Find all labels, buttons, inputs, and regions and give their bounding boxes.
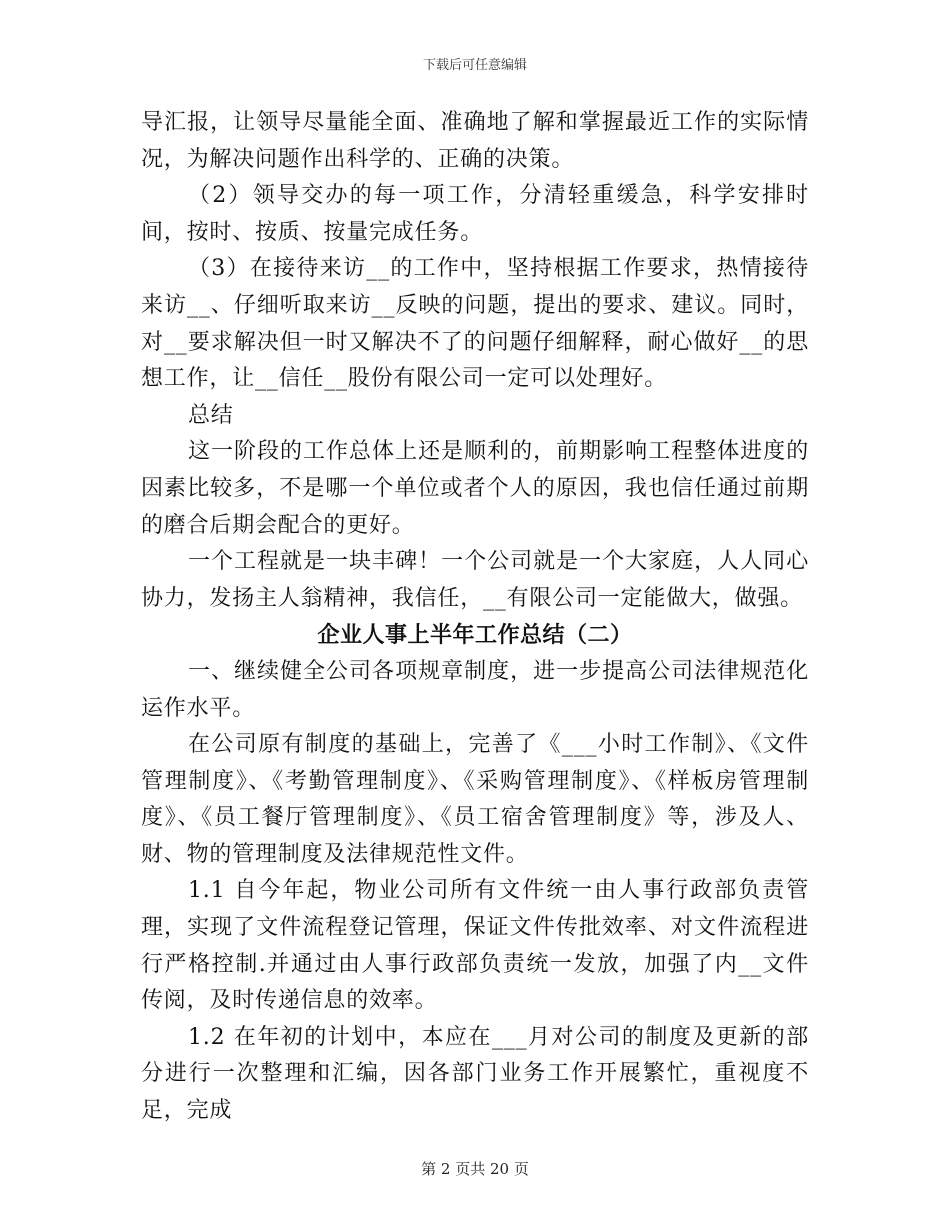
- section-label: 总结: [188, 402, 234, 428]
- paragraph: 1.1 自今年起，物业公司所有文件统一由人事行政部负责管理，实现了文件流程登记管理，保证文件传批效率、对文件流程进行严格控制.并通过由人事行政部负责统一发放，加强了内__文件传阅，及时传递信息的效率。: [141, 878, 809, 1014]
- document-body: [141, 105, 809, 1130]
- paragraph: 一、继续健全公司各项规章制度，进一步提高公司法律规范化运作水平。: [141, 658, 809, 721]
- page-footer: 第 2 页共 20 页: [421, 1160, 529, 1178]
- paragraph: 这一阶段的工作总体上还是顺利的，前期影响工程整体进度的因素比较多，不是哪一个单位或者个人的原因，我也信任通过前期的磨合后期会配合的更好。: [141, 439, 809, 538]
- paragraph: 在公司原有制度的基础上，完善了《___小时工作制》、《文件管理制度》、《考勤管理制度》、《采购管理制度》、《样板房管理制度》、《员工餐厅管理制度》、《员工宿舍管理制度》等，涉及人、财、物的管理制度及法律规范性文件。: [141, 732, 809, 867]
- paragraph: 导汇报，让领导尽量能全面、准确地了解和掌握最近工作的实际情况，为解决问题作出科学的、正确的决策。: [141, 110, 809, 172]
- paragraph: 一个工程就是一块丰碑！一个公司就是一个大家庭，人人同心协力，发扬主人翁精神，我信任，__有限公司一定能做大，做强。: [141, 549, 809, 611]
- paragraph: （3）在接待来访__的工作中，坚持根据工作要求，热情接待来访__、仔细听取来访__反映的问题，提出的要求、建议。同时，对__要求解决但一时又解决不了的问题仔细解释，耐心做好__的思想工作，让__信任__股份有限公司一定可以处理好。: [141, 256, 809, 392]
- section-heading: 企业人事上半年工作总结（二）: [317, 622, 633, 649]
- paragraph: （2）领导交办的每一项工作，分清轻重缓急，科学安排时间，按时、按质、按量完成任务。: [141, 183, 809, 245]
- paragraph: 1.2 在年初的计划中，本应在___月对公司的制度及更新的部分进行一次整理和汇编，因各部门业务工作开展繁忙，重视度不足，完成: [141, 1024, 809, 1124]
- page-header: 下载后可任意编辑: [422, 58, 527, 73]
